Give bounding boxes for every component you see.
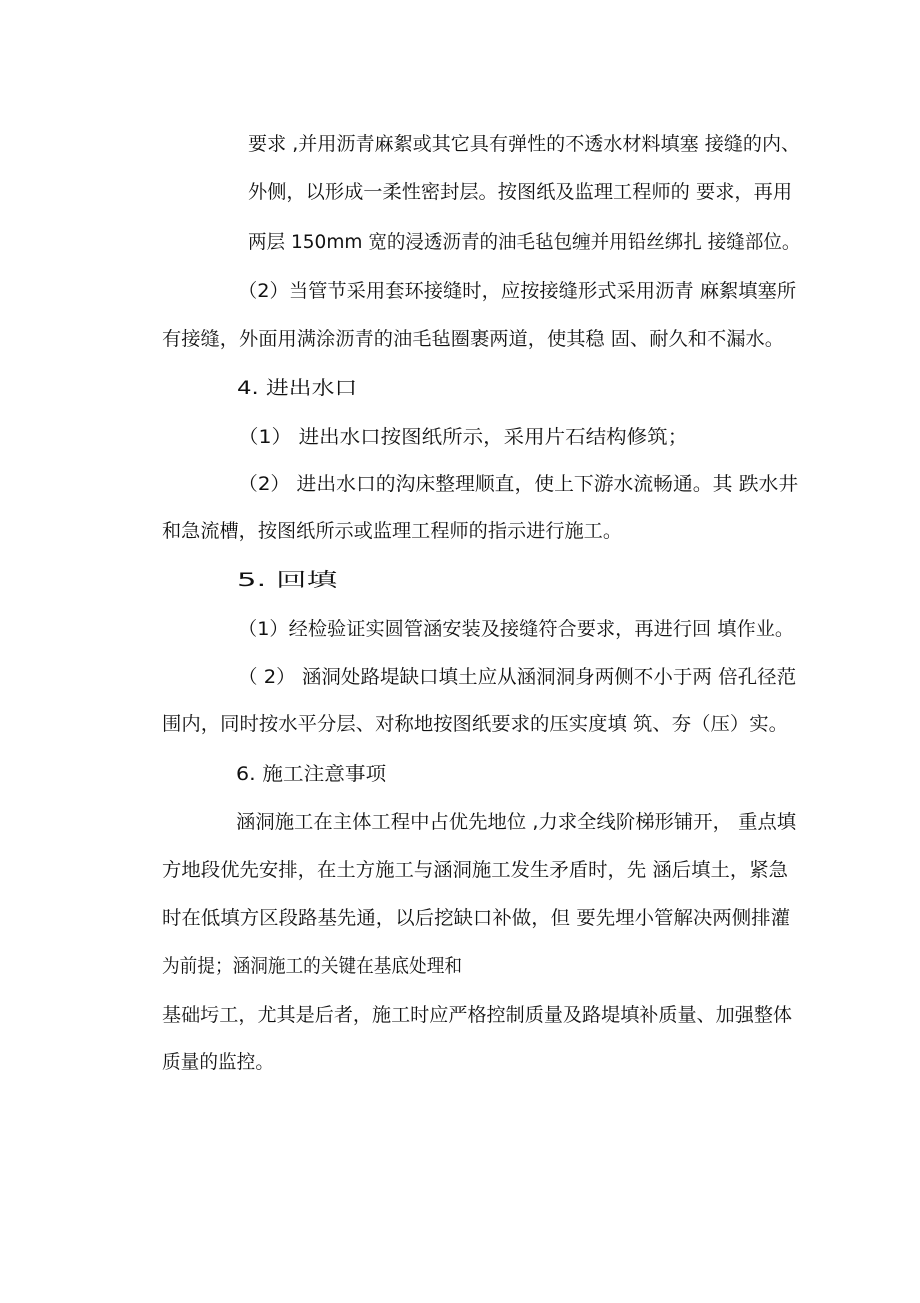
text-line: （1） 进出水口按图纸所示，采用片石结构修筑； (238, 426, 689, 448)
text-line: 涵洞施工在主体工程中占优先地位 ,力求全线阶梯形铺开， 重点填 (236, 811, 797, 833)
text-line: （ 2） 涵洞处路堤缺口填土应从涵洞洞身两侧不小于两 倍孔径范 (238, 666, 797, 688)
text-line: 方地段优先安排，在土方施工与涵洞施工发生矛盾时，先 涵后填土，紧急 (162, 859, 789, 881)
text-line: 为前提；涵洞施工的关键在基底处理和 (162, 955, 463, 977)
text-line: 和急流槽，按图纸所示或监理工程师的指示进行施工。 (162, 520, 623, 542)
text-line: 两层 150mm 宽的浸透沥青的油毛毡包缠并用铅丝绑扎 接缝部位。 (248, 231, 801, 253)
section-heading: 6. 施工注意事项 (236, 763, 387, 785)
text-line: 围内，同时按水平分层、对称地按图纸要求的压实度填 筑、夯（压）实。 (162, 713, 789, 735)
text-line: 质量的监控。 (162, 1051, 275, 1073)
text-line: （1）经检验证实圆管涵安装及接缝符合要求，再进行回 填作业。 (238, 618, 795, 640)
text-line: 外侧，以形成一柔性密封层。按图纸及监理工程师的 要求，再用 (248, 181, 793, 203)
section-heading: 4. 进出水口 (237, 377, 358, 399)
text-line: 要求 ,并用沥青麻絮或其它具有弹性的不透水材料填塞 接缝的内、 (248, 133, 801, 155)
text-line: （2） 进出水口的沟床整理顺直，使上下游水流畅通。其 跌水井 (238, 473, 799, 495)
text-line: 基础圬工，尤其是后者，施工时应严格控制质量及路堤填补质量、加强整体 (162, 1004, 793, 1026)
text-line: 时在低填方区段路基先通，以后挖缺口补做，但 要先埋小管解决两侧排灌 (162, 907, 791, 929)
text-line: （2）当管节采用套环接缝时，应按接缝形式采用沥青 麻絮填塞所 (238, 280, 797, 302)
section-heading: 5. 回填 (237, 569, 338, 591)
text-line: 有接缝，外面用满涂沥青的油毛毡圈裹两道，使其稳 固、耐久和不漏水。 (162, 328, 785, 350)
